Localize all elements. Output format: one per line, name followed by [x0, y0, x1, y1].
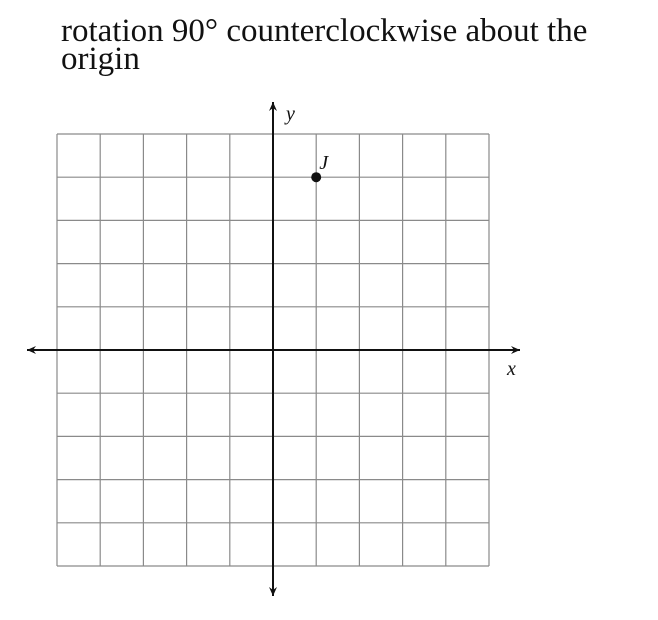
x-axis-label: x — [507, 358, 516, 380]
point-j-label: J — [319, 152, 329, 175]
problem-instruction: rotation 90° counterclockwise about the origin — [61, 13, 588, 77]
y-axis-label: y — [286, 103, 295, 125]
